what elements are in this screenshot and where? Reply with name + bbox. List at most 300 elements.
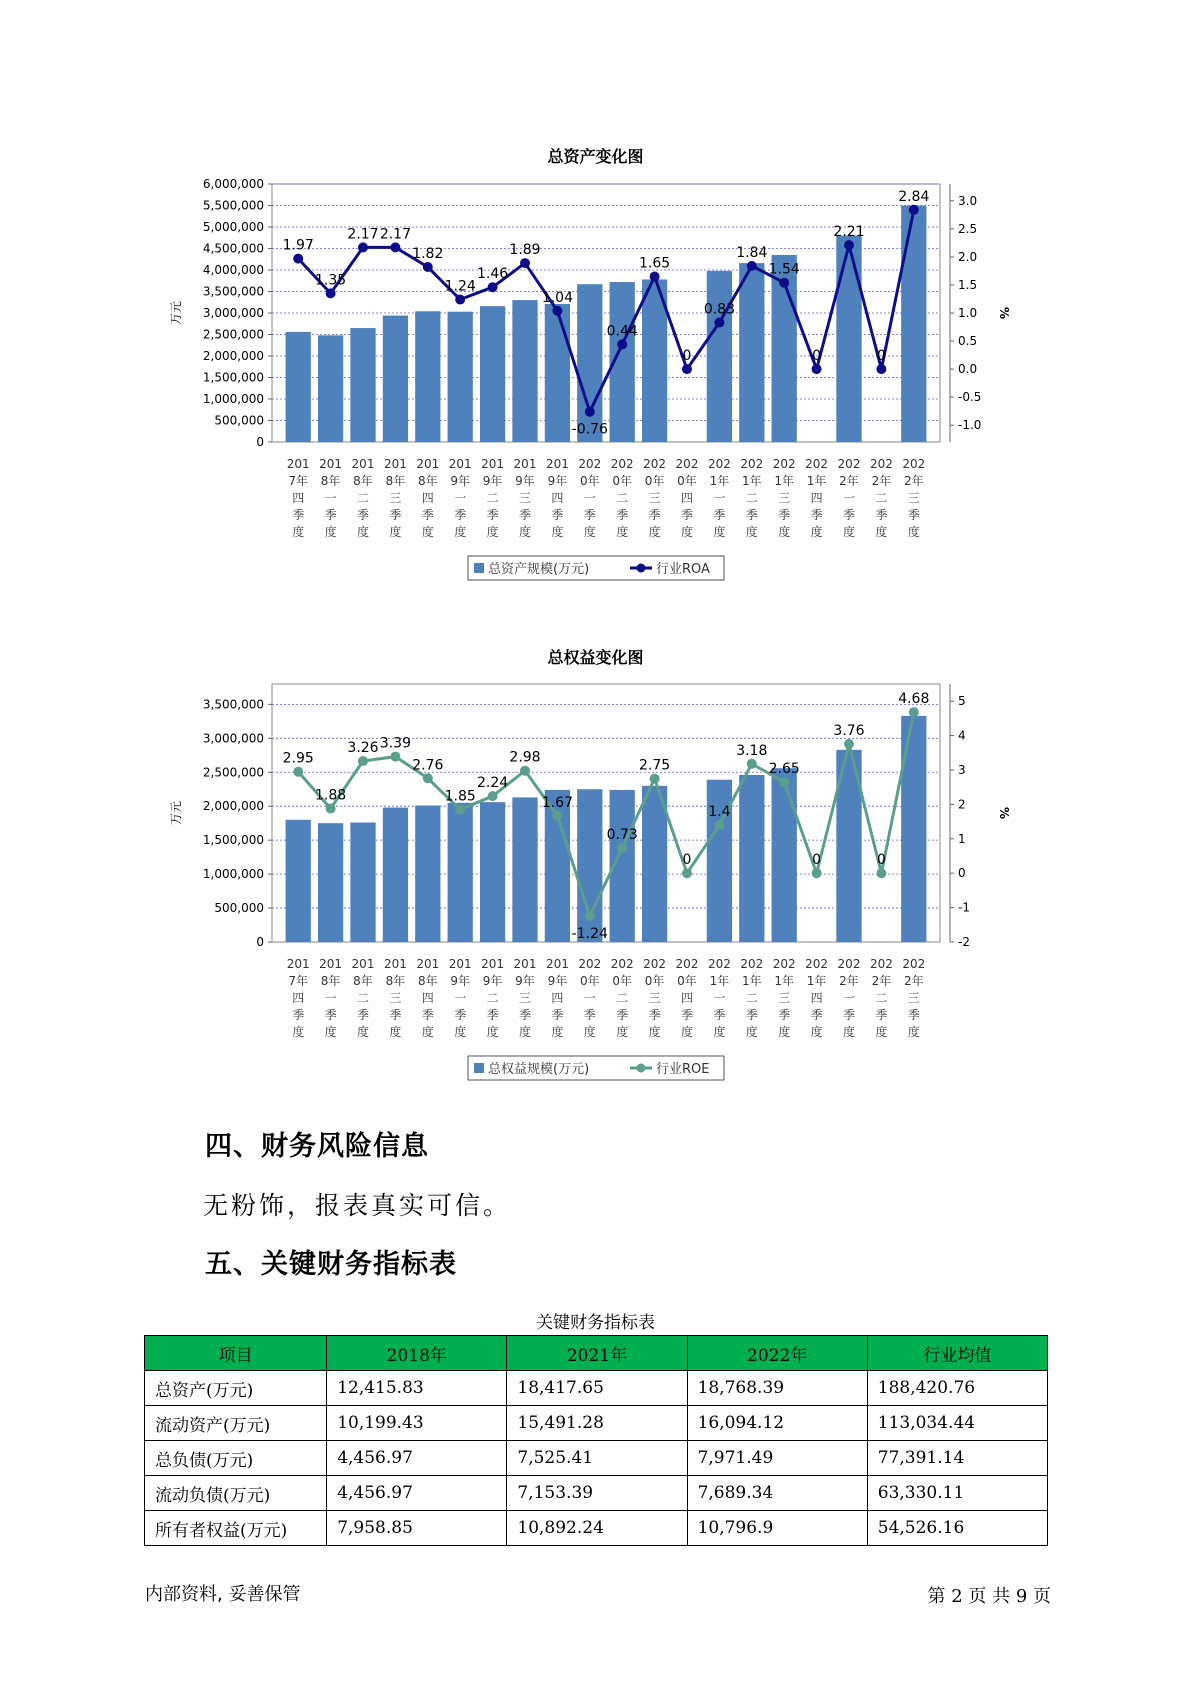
- right-tick-label: -1.0: [958, 418, 982, 433]
- x-tick-label: 202: [610, 957, 634, 971]
- x-tick-label: 二: [486, 991, 499, 1005]
- x-tick-label: 季: [875, 508, 888, 522]
- data-label: 3.39: [379, 735, 411, 752]
- table-row: [145, 1441, 1048, 1476]
- x-tick-label: 一: [324, 491, 337, 505]
- line-point: [714, 820, 724, 830]
- data-label: 1.82: [412, 246, 444, 263]
- x-tick-label: 202: [643, 957, 667, 971]
- table-cell: 10,199.43: [327, 1406, 507, 1441]
- left-tick-label: 1,500,000: [202, 833, 264, 848]
- table-row: [145, 1511, 1048, 1546]
- bar: [707, 271, 732, 442]
- x-tick-label: 季: [810, 508, 823, 522]
- line-point: [520, 258, 530, 268]
- bar: [318, 823, 343, 942]
- line-point: [682, 364, 692, 374]
- x-tick-label: 201: [319, 457, 343, 471]
- x-tick-label: 8年: [417, 474, 438, 488]
- x-tick-label: 一: [842, 491, 856, 505]
- x-tick-label: 2年: [871, 974, 892, 988]
- x-tick-label: 9年: [482, 474, 503, 488]
- table-cell: 188,420.76: [867, 1371, 1047, 1406]
- bar: [350, 328, 375, 442]
- line-point: [585, 911, 595, 921]
- line-point: [812, 364, 822, 374]
- left-tick-label: 0: [256, 435, 264, 449]
- legend-bar-swatch: [474, 563, 484, 573]
- chart-title-assets: 总资产变化图: [547, 147, 644, 166]
- table-cell: 18,768.39: [687, 1371, 867, 1406]
- right-axis-title: %: [997, 806, 1011, 820]
- bar: [318, 335, 343, 442]
- x-tick-label: 202: [740, 957, 764, 971]
- x-tick-label: 8年: [385, 474, 406, 488]
- x-tick-label: 二: [356, 491, 370, 505]
- table-cell: 7,689.34: [687, 1476, 867, 1511]
- line-point: [293, 767, 303, 777]
- x-tick-label: 季: [745, 508, 758, 522]
- table-cell: 所有者权益(万元): [145, 1511, 327, 1546]
- x-tick-label: 度: [842, 1025, 856, 1039]
- x-tick-label: 度: [745, 525, 758, 539]
- assets-chart: [0, 170, 1191, 590]
- x-tick-label: 0年: [644, 474, 665, 488]
- data-label: 0.73: [606, 827, 638, 844]
- x-tick-label: 一: [713, 991, 726, 1005]
- left-tick-label: 3,000,000: [202, 731, 264, 746]
- x-tick-label: 季: [518, 1008, 532, 1022]
- legend-line-marker: [637, 564, 646, 573]
- x-tick-label: 度: [648, 1025, 661, 1039]
- x-tick-label: 202: [902, 957, 926, 971]
- bar: [480, 306, 505, 442]
- x-tick-label: 度: [810, 525, 823, 539]
- left-tick-label: 1,000,000: [202, 867, 264, 882]
- data-label: 1.89: [509, 242, 541, 259]
- right-tick-label: -1: [958, 900, 970, 915]
- x-tick-label: 季: [324, 508, 337, 522]
- x-tick-label: 7年: [288, 474, 309, 488]
- x-tick-label: 三: [907, 491, 920, 505]
- x-tick-label: 201: [448, 457, 472, 471]
- x-tick-label: 9年: [450, 974, 471, 988]
- x-tick-label: 度: [421, 525, 434, 539]
- section-heading-risk: 四、财务风险信息: [205, 1131, 429, 1162]
- x-tick-label: 三: [778, 491, 791, 505]
- table-cell: 7,153.39: [507, 1476, 687, 1511]
- line-point: [617, 339, 627, 349]
- data-label: 2.75: [639, 757, 671, 774]
- x-tick-label: 度: [616, 1025, 629, 1039]
- section-heading-kpi: 五、关键财务指标表: [205, 1249, 457, 1280]
- x-tick-label: 一: [454, 991, 467, 1005]
- x-tick-label: 201: [481, 457, 505, 471]
- footer-page-number: 第 2 页 共 9 页: [927, 1586, 1051, 1607]
- table-cell: 63,330.11: [867, 1476, 1047, 1511]
- x-tick-label: 季: [907, 1008, 920, 1022]
- x-tick-label: 季: [875, 1008, 888, 1022]
- x-tick-label: 度: [907, 1025, 920, 1039]
- x-tick-label: 三: [778, 991, 791, 1005]
- table-row: [145, 1406, 1048, 1441]
- x-tick-label: 度: [421, 1025, 434, 1039]
- table-cell: 113,034.44: [867, 1406, 1047, 1441]
- data-label: 2.17: [347, 226, 379, 243]
- left-tick-label: 5,500,000: [202, 198, 264, 213]
- right-tick-label: 1: [958, 831, 966, 846]
- line-point: [358, 756, 368, 766]
- x-tick-label: 度: [583, 1025, 596, 1039]
- bar: [448, 312, 473, 442]
- x-tick-label: 三: [518, 491, 532, 505]
- table-header: 项目: [145, 1336, 327, 1371]
- line-point: [682, 868, 692, 878]
- table-cell: 77,391.14: [867, 1441, 1047, 1476]
- line-point: [650, 272, 660, 282]
- x-tick-label: 度: [745, 1025, 758, 1039]
- x-tick-label: 度: [875, 1025, 888, 1039]
- x-tick-label: 202: [805, 957, 829, 971]
- line-point: [747, 759, 757, 769]
- x-tick-label: 四: [680, 491, 694, 505]
- x-tick-label: 度: [292, 525, 305, 539]
- x-tick-label: 季: [648, 1008, 661, 1022]
- table-cell: 15,491.28: [507, 1406, 687, 1441]
- x-tick-label: 二: [616, 491, 629, 505]
- x-tick-label: 四: [292, 991, 305, 1005]
- x-tick-label: 2年: [839, 474, 859, 488]
- line-point: [876, 868, 886, 878]
- line-point: [747, 261, 757, 271]
- data-label: 0: [682, 852, 692, 869]
- right-tick-label: 5: [958, 694, 966, 709]
- right-tick-label: 0: [958, 866, 966, 881]
- x-tick-label: 季: [680, 1008, 694, 1022]
- x-tick-label: 202: [837, 457, 861, 471]
- x-tick-label: 四: [421, 991, 434, 1005]
- x-tick-label: 9年: [547, 974, 568, 988]
- left-axis-title: 万元: [169, 300, 183, 326]
- x-tick-label: 二: [616, 991, 629, 1005]
- line-point: [812, 868, 822, 878]
- line-point: [552, 811, 562, 821]
- x-tick-label: 四: [680, 991, 694, 1005]
- x-tick-label: 一: [324, 991, 337, 1005]
- data-label: 1.67: [541, 794, 573, 811]
- x-tick-label: 0年: [677, 474, 697, 488]
- x-tick-label: 四: [292, 491, 305, 505]
- left-tick-label: 4,000,000: [202, 263, 264, 277]
- x-tick-label: 一: [454, 491, 467, 505]
- x-tick-label: 201: [416, 457, 440, 471]
- x-tick-label: 8年: [320, 474, 341, 488]
- right-tick-label: 2: [958, 797, 966, 812]
- bar: [286, 820, 311, 942]
- x-tick-label: 度: [616, 525, 629, 539]
- x-tick-label: 三: [648, 991, 661, 1005]
- x-tick-label: 7年: [288, 974, 309, 988]
- x-tick-label: 201: [545, 457, 569, 471]
- x-tick-label: 1年: [774, 474, 795, 488]
- x-tick-label: 度: [551, 1025, 564, 1039]
- x-tick-label: 202: [902, 457, 926, 471]
- table-row: [145, 1371, 1048, 1406]
- data-label: 0: [682, 348, 692, 365]
- x-tick-label: 201: [545, 957, 569, 971]
- data-label: 0.83: [703, 301, 735, 318]
- x-tick-label: 二: [745, 991, 758, 1005]
- x-tick-label: 度: [583, 525, 596, 539]
- bar: [545, 304, 570, 442]
- bar: [836, 236, 861, 442]
- bar: [512, 797, 537, 942]
- bar: [642, 786, 667, 942]
- x-tick-label: 8年: [417, 974, 438, 988]
- x-tick-label: 度: [486, 525, 499, 539]
- data-label: 2.24: [477, 775, 509, 792]
- x-tick-label: 度: [518, 525, 532, 539]
- x-tick-label: 202: [578, 457, 602, 471]
- x-tick-label: 0年: [612, 474, 633, 488]
- x-tick-label: 三: [907, 991, 920, 1005]
- x-tick-label: 三: [518, 991, 532, 1005]
- line-point: [326, 288, 336, 298]
- left-tick-label: 2,000,000: [202, 349, 264, 363]
- x-tick-label: 202: [610, 457, 634, 471]
- x-tick-label: 9年: [450, 474, 471, 488]
- x-tick-label: 季: [616, 1008, 629, 1022]
- x-tick-label: 季: [518, 508, 532, 522]
- data-label: 0: [812, 348, 822, 365]
- x-tick-label: 1年: [774, 974, 795, 988]
- data-label: 3.18: [736, 742, 768, 759]
- data-label: 2.76: [412, 757, 444, 774]
- data-label: 1.88: [315, 787, 347, 804]
- right-tick-label: 1.0: [958, 306, 978, 320]
- kpi-table: [144, 1335, 1048, 1546]
- bar: [480, 802, 505, 942]
- table-cell: 总负债(万元): [145, 1441, 327, 1476]
- data-label: 1.65: [639, 255, 671, 272]
- table-header-row: [145, 1336, 1048, 1371]
- x-tick-label: 二: [356, 991, 370, 1005]
- left-tick-label: 0: [256, 935, 264, 949]
- x-tick-label: 202: [578, 957, 602, 971]
- line-point: [326, 804, 336, 814]
- x-tick-label: 8年: [353, 474, 373, 488]
- data-label: 0: [876, 348, 886, 365]
- x-tick-label: 201: [513, 457, 537, 471]
- line-point: [876, 364, 886, 374]
- bar: [772, 768, 797, 942]
- x-tick-label: 季: [486, 508, 499, 522]
- line-point: [455, 805, 465, 815]
- legend-line-label: 行业ROE: [656, 1062, 710, 1077]
- x-tick-label: 度: [454, 525, 467, 539]
- table-row: [145, 1476, 1048, 1511]
- x-tick-label: 季: [454, 508, 467, 522]
- line-point: [390, 242, 400, 252]
- table-cell: 4,456.97: [327, 1476, 507, 1511]
- line-point: [358, 242, 368, 252]
- x-tick-label: 四: [810, 991, 823, 1005]
- x-tick-label: 202: [772, 957, 796, 971]
- x-tick-label: 0年: [644, 974, 665, 988]
- left-tick-label: 3,500,000: [202, 284, 264, 299]
- data-label: 1.54: [768, 261, 800, 278]
- x-tick-label: 0年: [612, 974, 633, 988]
- data-label: 0: [876, 852, 886, 869]
- x-tick-label: 季: [356, 508, 370, 522]
- x-tick-label: 二: [486, 491, 499, 505]
- x-tick-label: 201: [319, 957, 343, 971]
- x-tick-label: 201: [286, 457, 310, 471]
- x-tick-label: 一: [583, 991, 596, 1005]
- line-point: [293, 254, 303, 264]
- data-label: 2.95: [282, 750, 314, 767]
- x-tick-label: 季: [551, 1008, 564, 1022]
- x-tick-label: 1年: [709, 474, 730, 488]
- x-tick-label: 四: [810, 491, 823, 505]
- data-label: 2.21: [833, 224, 865, 241]
- line-point: [844, 739, 854, 749]
- x-tick-label: 度: [389, 1025, 402, 1039]
- x-tick-label: 度: [324, 525, 337, 539]
- x-tick-label: 季: [907, 508, 920, 522]
- bar: [901, 206, 926, 443]
- bar: [415, 806, 440, 942]
- x-tick-label: 季: [648, 508, 661, 522]
- data-label: 2.84: [898, 188, 930, 205]
- x-tick-label: 季: [551, 508, 564, 522]
- table-cell: 7,525.41: [507, 1441, 687, 1476]
- right-tick-label: 3.0: [958, 193, 978, 208]
- data-label: 1.97: [282, 237, 314, 254]
- left-tick-label: 3,500,000: [202, 697, 264, 712]
- x-tick-label: 季: [583, 1008, 596, 1022]
- right-tick-label: 3: [958, 763, 966, 777]
- x-tick-label: 季: [356, 1008, 370, 1022]
- x-tick-label: 度: [486, 1025, 499, 1039]
- x-tick-label: 季: [421, 508, 434, 522]
- x-tick-label: 201: [481, 957, 505, 971]
- line-point: [779, 278, 789, 288]
- x-tick-label: 季: [713, 1008, 726, 1022]
- left-tick-label: 3,000,000: [202, 306, 264, 320]
- left-tick-label: 1,500,000: [202, 370, 264, 385]
- data-label: 2.17: [379, 226, 411, 243]
- x-tick-label: 季: [778, 1008, 791, 1022]
- x-tick-label: 季: [292, 508, 305, 522]
- x-tick-label: 季: [454, 1008, 467, 1022]
- x-tick-label: 三: [648, 491, 661, 505]
- x-tick-label: 季: [389, 1008, 402, 1022]
- x-tick-label: 202: [772, 457, 796, 471]
- table-cell: 12,415.83: [327, 1371, 507, 1406]
- bar: [577, 284, 602, 442]
- x-tick-label: 二: [875, 491, 888, 505]
- x-tick-label: 二: [875, 991, 888, 1005]
- x-tick-label: 201: [383, 957, 407, 971]
- x-tick-label: 202: [805, 457, 829, 471]
- x-tick-label: 201: [351, 457, 375, 471]
- x-tick-label: 度: [518, 1025, 532, 1039]
- line-point: [650, 774, 660, 784]
- left-tick-label: 500,000: [214, 413, 264, 428]
- x-tick-label: 201: [513, 957, 537, 971]
- x-tick-label: 三: [389, 991, 402, 1005]
- legend-line-marker: [637, 1064, 646, 1073]
- chart-title-equity: 总权益变化图: [547, 648, 644, 667]
- data-label: 2.98: [509, 749, 541, 766]
- table-cell: 10,892.24: [507, 1511, 687, 1546]
- x-tick-label: 度: [356, 525, 370, 539]
- line-point: [585, 407, 595, 417]
- line-point: [909, 707, 919, 717]
- x-tick-label: 季: [583, 508, 596, 522]
- line-point: [844, 240, 854, 250]
- x-tick-label: 2年: [871, 474, 892, 488]
- x-tick-label: 8年: [320, 974, 341, 988]
- x-tick-label: 度: [842, 525, 856, 539]
- x-tick-label: 202: [707, 957, 731, 971]
- x-tick-label: 9年: [515, 474, 535, 488]
- x-tick-label: 季: [324, 1008, 337, 1022]
- left-tick-label: 2,500,000: [202, 765, 264, 780]
- x-tick-label: 度: [454, 1025, 467, 1039]
- left-tick-label: 6,000,000: [202, 177, 264, 191]
- x-tick-label: 0年: [579, 474, 600, 488]
- x-tick-label: 202: [869, 457, 893, 471]
- bar: [383, 808, 408, 942]
- right-tick-label: 1.5: [958, 277, 978, 292]
- x-tick-label: 度: [778, 1025, 791, 1039]
- left-tick-label: 4,500,000: [202, 241, 264, 256]
- line-point: [779, 777, 789, 787]
- table-header: 2018年: [327, 1336, 507, 1371]
- table-cell: 流动资产(万元): [145, 1406, 327, 1441]
- table-cell: 10,796.9: [687, 1511, 867, 1546]
- x-tick-label: 度: [680, 1025, 694, 1039]
- bar: [286, 332, 311, 442]
- data-label: 1.4: [708, 804, 731, 821]
- x-tick-label: 季: [810, 1008, 823, 1022]
- x-tick-label: 202: [675, 457, 699, 471]
- x-tick-label: 1年: [709, 974, 730, 988]
- bar: [350, 823, 375, 942]
- x-tick-label: 1年: [806, 474, 827, 488]
- table-cell: 18,417.65: [507, 1371, 687, 1406]
- x-tick-label: 202: [707, 457, 731, 471]
- line-point: [552, 306, 562, 316]
- data-label: 1.04: [541, 289, 573, 306]
- x-tick-label: 2年: [903, 974, 924, 988]
- line-point: [617, 843, 627, 853]
- x-tick-label: 0年: [579, 974, 600, 988]
- x-tick-label: 度: [551, 525, 564, 539]
- x-tick-label: 度: [875, 525, 888, 539]
- line-point: [423, 262, 433, 272]
- table-cell: 总资产(万元): [145, 1371, 327, 1406]
- left-axis-title: 万元: [169, 800, 183, 826]
- line-point: [520, 766, 530, 776]
- data-label: 3.76: [833, 722, 865, 739]
- line-point: [455, 295, 465, 305]
- x-tick-label: 度: [389, 525, 402, 539]
- table-cell: 流动负债(万元): [145, 1476, 327, 1511]
- x-tick-label: 202: [869, 957, 893, 971]
